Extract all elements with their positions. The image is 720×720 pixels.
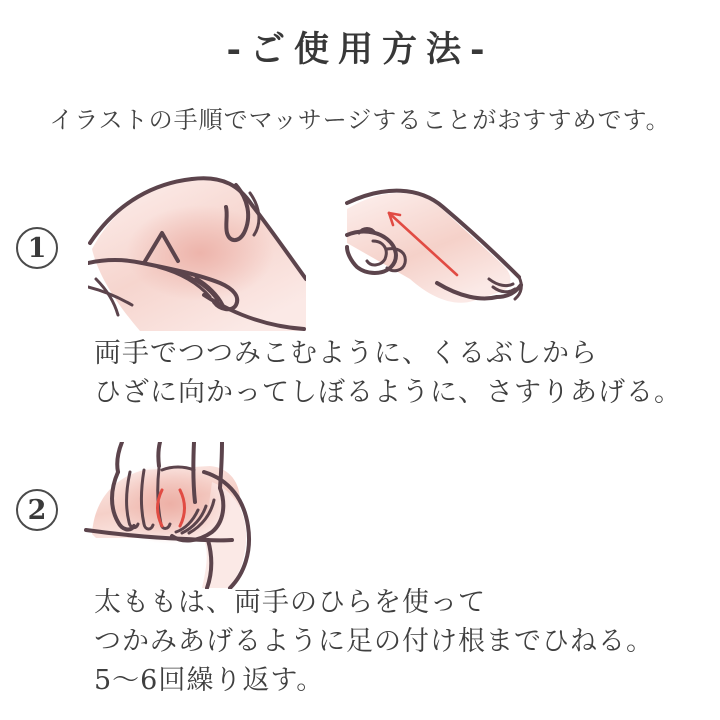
step-2-line-3: 5〜6回繰り返す。 <box>94 665 325 696</box>
step-1-instructions <box>94 334 682 412</box>
step-1-line-2: ひざに向かってしぼるように、さすりあげる。 <box>94 377 682 408</box>
page-title: -ご使用方法- <box>226 29 494 70</box>
step-1-number-badge <box>16 227 58 269</box>
step-2-number: 2 <box>27 494 47 526</box>
step-2-line-2: つかみあげるように足の付け根までひねる。 <box>94 626 654 657</box>
illustration-thigh-knead <box>82 442 262 589</box>
step-2-instructions <box>94 583 654 700</box>
step-2-number-badge <box>16 489 58 531</box>
page-subtitle: イラストの手順でマッサージすることがおすすめです。 <box>49 106 671 134</box>
step-2-line-1: 太ももは、両手のひらを使って <box>94 587 486 618</box>
illustration-calf-stroke-direction <box>345 183 525 309</box>
step-1-line-1: 両手でつつみこむように、くるぶしから <box>94 338 598 369</box>
step-1-number: 1 <box>27 232 47 264</box>
illustration-calf-wrap-massage <box>88 171 306 331</box>
